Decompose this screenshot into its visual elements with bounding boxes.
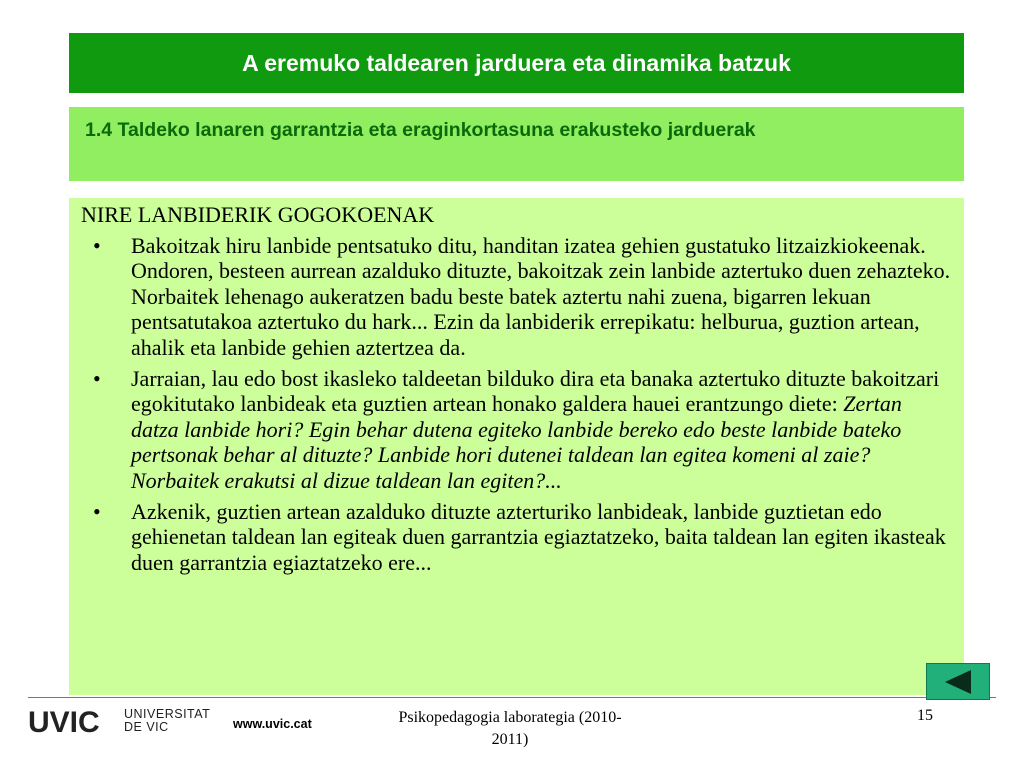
website-link[interactable]: www.uvic.cat [233, 717, 312, 731]
footer-course-line1: Psikopedagogia laborategia (2010- [398, 709, 622, 726]
slide-subtitle-line2: jarduerak [667, 119, 756, 141]
bullet-item [81, 233, 954, 361]
page-number: 15 [917, 707, 933, 724]
back-button[interactable] [926, 663, 990, 700]
content-heading: NIRE LANBIDERIK GOGOKOENAK [81, 202, 435, 227]
bullet-text: Jarraian, lau edo bost ikasleko taldeetan bilduko dira eta banaka aztertuko dituzte bakoitzari egokitutako lanbideak eta guztien artean honako galdera hauei erantzungo diete: [131, 365, 940, 417]
footer-course-title [360, 707, 660, 751]
university-line2: DE VIC [124, 720, 169, 734]
slide-title-bar [69, 33, 964, 93]
bullet-icon: • [93, 365, 101, 391]
content-box [69, 198, 964, 695]
bullet-icon: • [93, 498, 101, 524]
uvic-logo-text: UVIC [28, 707, 100, 735]
footer-divider [28, 697, 996, 698]
slide-title: A eremuko taldearen jarduera eta dinamika batzuk [242, 49, 791, 76]
bullet-item [81, 499, 954, 576]
bullet-item [81, 366, 954, 494]
slide-subtitle [85, 119, 948, 142]
slide-subtitle-bar [69, 107, 964, 181]
bullet-text: Bakoitzak hiru lanbide pentsatuko ditu, handitan izatea gehien gustatuko litzaizkiokeenak. Ondoren, besteen aurrean azalduko dituzte, bakoitzak zein lanbide aztertuko duen zehazteko. Norbaitek lehenago aukeratzen badu beste batek aztertu nahi zuena, bigarren lekuan pentsatutakoa aztertuko du hark... Ezin da lanbiderik errepikatu: helburua, guztion artean, ahalik eta lanbide gehien aztertzea da. [131, 232, 951, 360]
university-name [124, 708, 210, 734]
slide-subtitle-line1: 1.4 Taldeko lanaren garrantzia eta eraginkortasuna erakusteko [85, 119, 663, 141]
footer-course-line2: 2011) [491, 731, 529, 748]
uvic-logo[interactable] [28, 706, 210, 736]
bullet-text: Azkenik, guztien artean azalduko dituzte azterturiko lanbideak, lanbide guztietan edo gehienetan taldean lan egiteak duen garrantzia egiaztatzeko, baita taldean lan egiten ikasteak duen garrantzia egiaztatzeko ere... [131, 498, 946, 575]
uvic-logo-mark [28, 707, 118, 735]
university-line1: UNIVERSITAT [124, 707, 211, 721]
bullet-text-italic: Zertan datza lanbide hori? Egin behar dutena egiteko lanbide bereko edo beste lanbide bateko pertsonak behar al dituzte? Lanbide hori dutenei taldean lan egitea komeni al zaie? Norbaitek erakutsi al dizue taldean lan egiten?... [131, 391, 902, 493]
bullet-icon: • [93, 232, 101, 258]
triangle-left-icon [943, 669, 973, 695]
bullet-list [81, 233, 954, 576]
